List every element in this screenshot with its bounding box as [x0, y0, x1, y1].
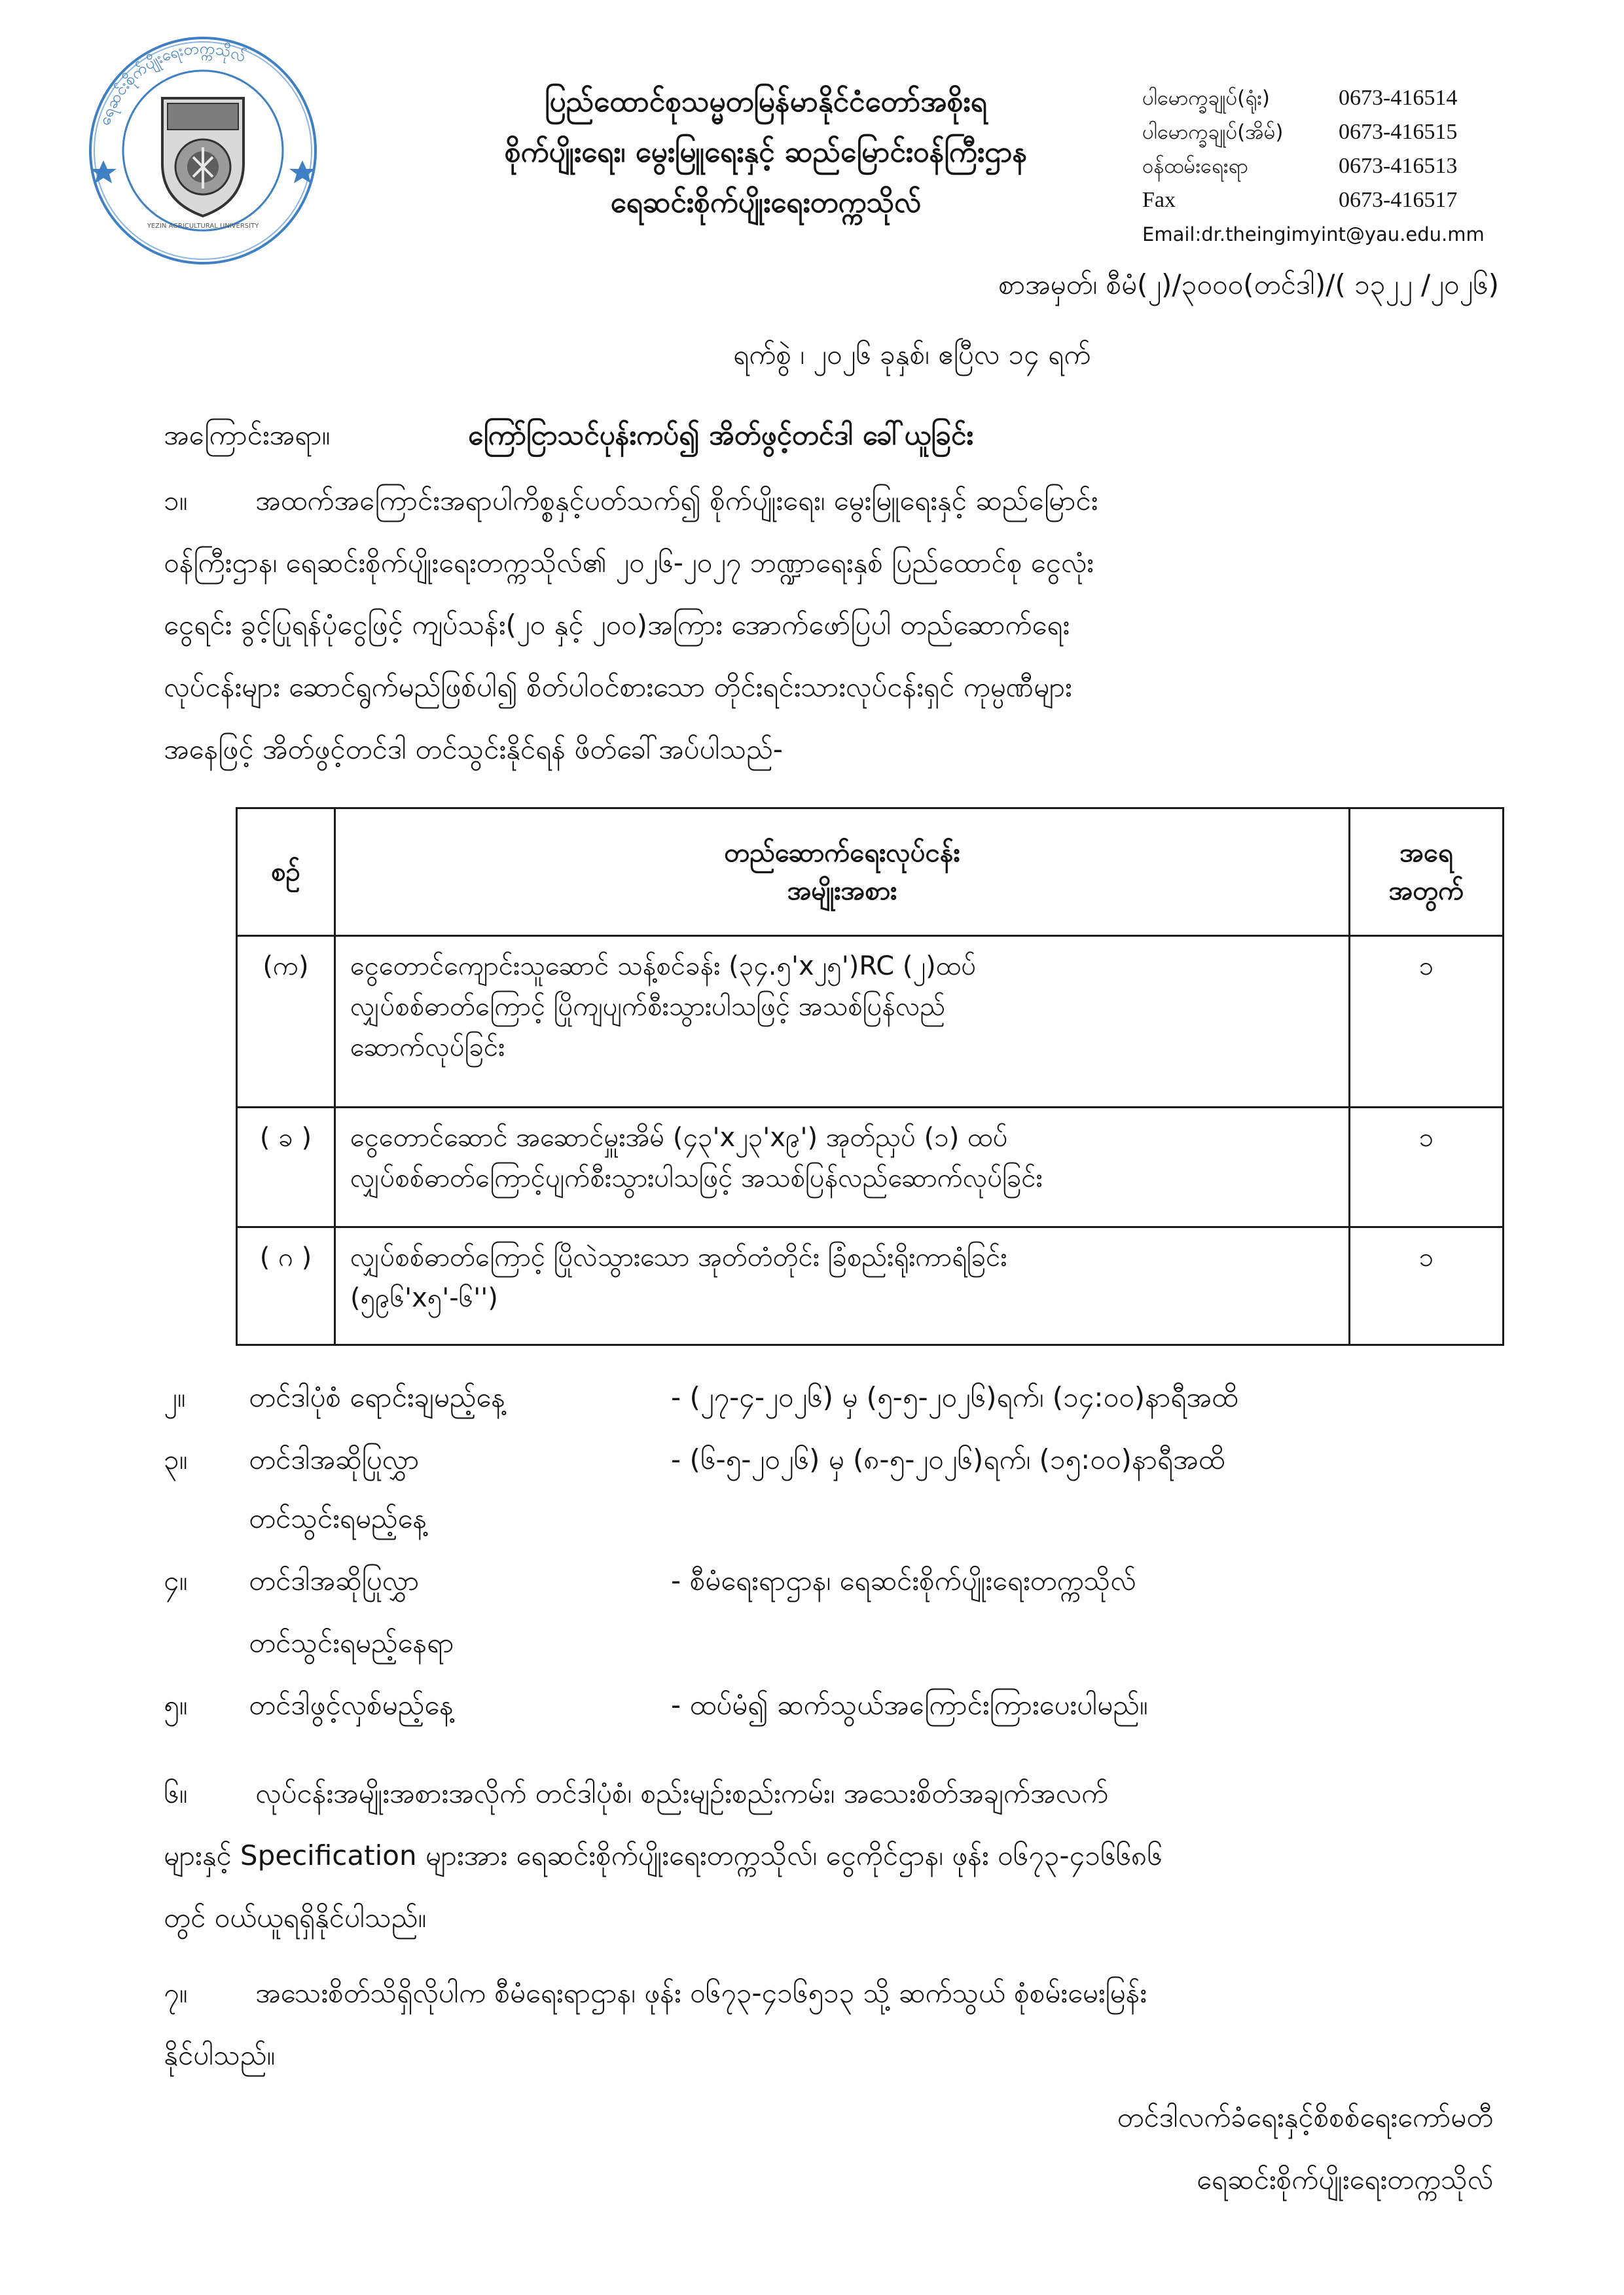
row-description-line: ငွေတောင်ဆောင် အဆောင်မှူးအိမ် (၄၃'x၂၃'x၉') အုတ်ညှပ် (၁) ထပ်	[350, 1123, 1008, 1153]
item-label: တင်ဒါပုံစံ ရောင်းချမည့်နေ့	[249, 1381, 505, 1413]
paragraph-line: လုပ်ငန်းများ ဆောင်ရွက်မည်ဖြစ်ပါ၍ စိတ်ပါဝင်စားသော တိုင်းရင်းသားလုပ်ငန်းရှင် ကုမ္ပဏီများ	[164, 671, 1072, 703]
row-quantity: ၁	[1350, 936, 1504, 1108]
row-work-description	[335, 1227, 1350, 1345]
logo-english-text: YEZIN AGRICULTURAL UNIVERSITY	[147, 223, 259, 230]
header-work-type-line: တည်ဆောက်ရေးလုပ်ငန်း	[724, 838, 960, 868]
email-address: Email:dr.theingimyint@yau.edu.mm	[1142, 223, 1485, 245]
letterhead-government-line: ပြည်ထောင်စုသမ္မတမြန်မာနိုင်ငံတော်အစိုးရ	[545, 85, 987, 118]
contact-value: 0673-416517	[1339, 188, 1458, 212]
row-quantity: ၁	[1350, 1108, 1504, 1227]
subject-label: အကြောင်းအရာ။	[164, 419, 331, 451]
row-work-description	[335, 1108, 1350, 1227]
contact-value: 0673-416513	[1339, 154, 1458, 178]
row-description-line: လျှပ်စစ်ဓာတ်ကြောင့် ပြိုလဲသွားသော အုတ်တံတိုင်း ခြံစည်းရိုးကာရံခြင်း	[350, 1242, 1007, 1273]
signature-committee: တင်ဒါလက်ခံရေးနှင့်စိစစ်ရေးကော်မတီ	[1117, 2101, 1493, 2133]
item-number: ၄။	[164, 1564, 188, 1597]
paragraph-line: အသေးစိတ်သိရှိလိုပါက စီမံရေးရာဌာန၊ ဖုန်း ၀၆၇၃-၄၁၆၅၁၃ သို့ ဆက်သွယ် စုံစမ်းမေးမြန်း	[255, 1977, 1147, 2009]
header-work-type-line: အမျိုးအစား	[787, 876, 897, 906]
header-work-type	[335, 808, 1350, 936]
item-number: ၅။	[164, 1689, 188, 1721]
item-number: ၂။	[164, 1381, 186, 1413]
university-seal-logo	[85, 33, 321, 268]
header-quantity-line: အရေ	[1399, 838, 1453, 868]
reference-date: ရက်စွဲ ၊ ၂၀၂၆ ခုနှစ်၊ ဧပြီလ ၁၄ ရက်	[733, 338, 1091, 370]
item-value: - (၆-၅-၂၀၂၆) မှ (၈-၅-၂၀၂၆)ရက်၊ (၁၅:၀၀)နာရီအထိ	[671, 1443, 1225, 1475]
table-row	[237, 1227, 1504, 1345]
row-description-line: ငွေတောင်ကျောင်းသူဆောင် သန့်စင်ခန်း (၃၄.၅'x၂၅')RC (၂)ထပ်	[350, 951, 977, 981]
item-value: - ထပ်မံ၍ ဆက်သွယ်အကြောင်းကြားပေးပါမည်။	[671, 1689, 1148, 1721]
table-header-row	[237, 808, 1504, 936]
row-quantity: ၁	[1350, 1227, 1504, 1345]
paragraph-number: ၁။	[164, 484, 188, 516]
reference-number: စာအမှတ်၊ စီမံ(၂)/၃၀၀၀(တင်ဒါ)/( ၁၃၂၂ /၂၀၂၆)	[998, 268, 1499, 300]
paragraph-line: တွင် ဝယ်ယူရရှိနိုင်ပါသည်။	[164, 1902, 427, 1934]
item-label: တင်သွင်းရမည့်နေ့	[249, 1502, 427, 1534]
item-number: ၃။	[164, 1443, 188, 1475]
row-description-line: ဆောက်လုပ်ခြင်း	[350, 1032, 505, 1062]
paragraph-number: ၆။	[164, 1777, 188, 1809]
paragraph-line: ငွေရင်း ခွင့်ပြုရန်ပုံငွေဖြင့် ကျပ်သန်း(၂၀ နှင့် ၂၀၀)အကြား အောက်ဖော်ပြပါ တည်ဆောက်ရေး	[164, 609, 1070, 641]
item-label: တင်ဒါအဆိုပြုလွှာ	[249, 1443, 420, 1475]
item-value: - စီမံရေးရာဌာန၊ ရေဆင်းစိုက်ပျိုးရေးတက္ကသိုလ်	[671, 1564, 1136, 1597]
row-description-line: လျှပ်စစ်ဓာတ်ကြောင့်ပျက်စီးသွားပါသဖြင့် အသစ်ပြန်လည်ဆောက်လုပ်ခြင်း	[350, 1163, 1043, 1193]
row-serial-no: ( ဂ )	[237, 1227, 335, 1345]
item-label: တင်ဒါအဆိုပြုလွှာ	[249, 1564, 420, 1597]
header-serial-no: စဉ်	[237, 808, 335, 936]
letterhead-university-line: ရေဆင်းစိုက်ပျိုးရေးတက္ကသိုလ်	[610, 186, 922, 219]
contact-label: ပါမောက္ခချုပ်(ရုံး)	[1142, 86, 1270, 110]
paragraph-line: လုပ်ငန်းအမျိုးအစားအလိုက် တင်ဒါပုံစံ၊ စည်းမျဉ်းစည်းကမ်း၊ အသေးစိတ်အချက်အလက်	[255, 1777, 1108, 1809]
contact-label: Fax	[1142, 188, 1176, 212]
item-label: တင်ဒါဖွင့်လှစ်မည့်နေ့	[249, 1689, 454, 1721]
row-description-line: (၅၉၆'x၅'-၆'')	[350, 1283, 498, 1313]
contact-label: ပါမောက္ခချုပ်(အိမ်)	[1142, 120, 1284, 144]
contact-label: ဝန်ထမ်းရေးရာ	[1142, 154, 1249, 178]
letterhead-ministry-line: စိုက်ပျိုးရေး၊ မွေးမြူရေးနှင့် ဆည်မြောင်းဝန်ကြီးဌာန	[504, 136, 1028, 169]
logo-shield-icon	[162, 98, 244, 216]
paragraph-line: နိုင်ပါသည်။	[164, 2039, 276, 2071]
row-serial-no: (က)	[237, 936, 335, 1108]
item-label: တင်သွင်းရမည့်နေရာ	[249, 1627, 454, 1659]
contact-value: 0673-416515	[1339, 120, 1458, 144]
paragraph-line: အထက်အကြောင်းအရာပါကိစ္စနှင့်ပတ်သက်၍ စိုက်ပျိုးရေး၊ မွေးမြူရေးနှင့် ဆည်မြောင်း	[255, 484, 1098, 516]
table-row	[237, 1108, 1504, 1227]
paragraph-number: ၇။	[164, 1977, 188, 2009]
row-work-description	[335, 936, 1350, 1108]
header-quantity-line: အတွက်	[1388, 876, 1464, 906]
subject-title: ကြော်ငြာသင်ပုန်းကပ်၍ အိတ်ဖွင့်တင်ဒါ ခေါ်ယူခြင်း	[468, 419, 973, 451]
paragraph-line: ဝန်ကြီးဌာန၊ ရေဆင်းစိုက်ပျိုးရေးတက္ကသိုလ်၏ ၂၀၂၆-၂၀၂၇ ဘဏ္ဍာရေးနှစ် ပြည်ထောင်စု ငွေလုံး	[164, 547, 1094, 579]
construction-works-table	[236, 807, 1504, 1346]
logo-ring-text: ရေဆင်းစိုက်ပျိုးရေးတက္ကသိုလ်	[95, 39, 249, 128]
item-value: - (၂၇-၄-၂၀၂၆) မှ (၅-၅-၂၀၂၆)ရက်၊ (၁၄:၀၀)နာရီအထိ	[671, 1381, 1238, 1413]
row-serial-no: ( ခ )	[237, 1108, 335, 1227]
paragraph-line: များနှင့် Specification များအား ရေဆင်းစိုက်ပျိုးရေးတက္ကသိုလ်၊ ငွေကိုင်ဌာန၊ ဖုန်း ၀၆၇၃-၄၁၆၆၈၆	[164, 1839, 1163, 1871]
paragraph-line: အနေဖြင့် အိတ်ဖွင့်တင်ဒါ တင်သွင်းနိုင်ရန် ဖိတ်ခေါ်အပ်ပါသည်-	[164, 733, 783, 765]
contact-value: 0673-416514	[1339, 86, 1458, 110]
header-quantity	[1350, 808, 1504, 936]
row-description-line: လျှပ်စစ်ဓာတ်ကြောင့် ပြိုကျပျက်စီးသွားပါသဖြင့် အသစ်ပြန်လည်	[350, 992, 946, 1022]
signature-institution: ရေဆင်းစိုက်ပျိုးရေးတက္ကသိုလ်	[1196, 2163, 1493, 2196]
table-row	[237, 936, 1504, 1108]
